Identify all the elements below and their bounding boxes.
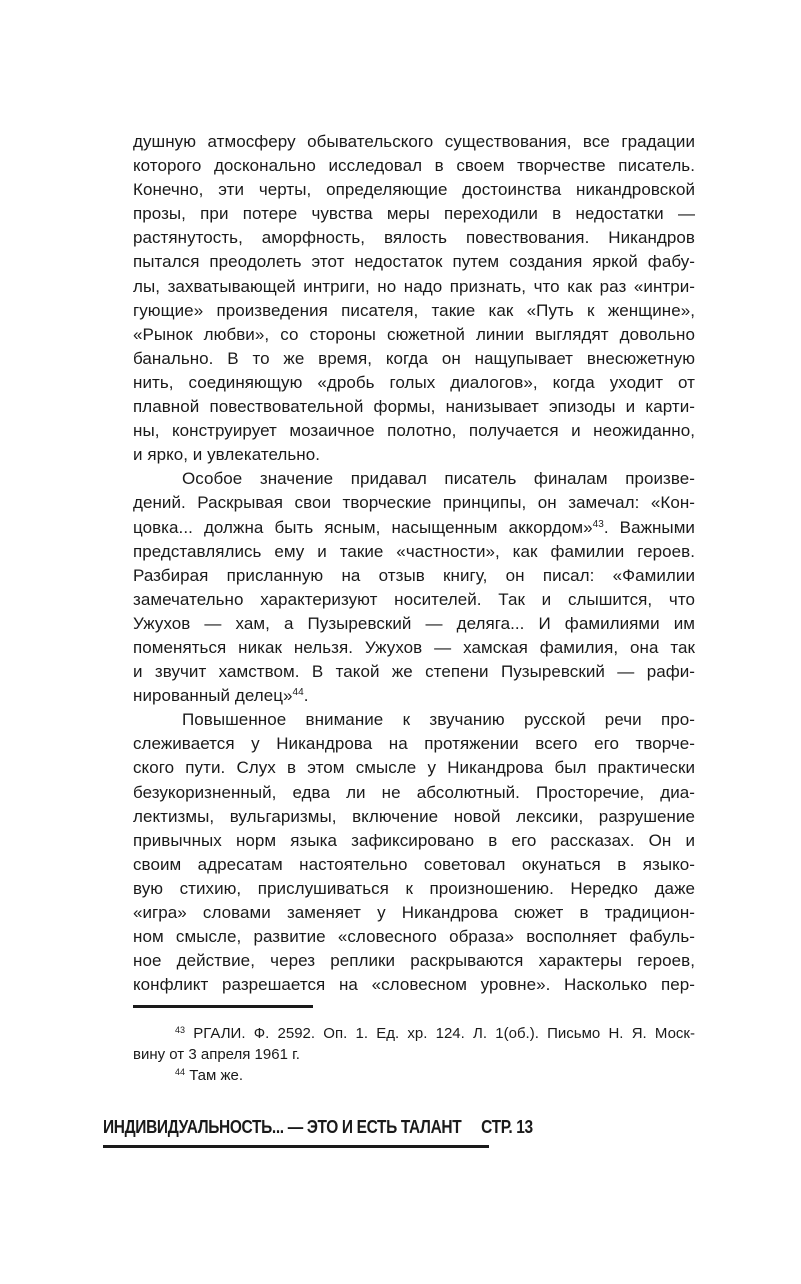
paragraph-start: Особое значение придавал писатель финалам произве-	[182, 469, 695, 489]
text-line: душную атмосферу обывательского существования, все градации	[133, 132, 695, 151]
text-line: ное действие, через реплики раскрываются характеры героев,	[133, 951, 695, 971]
footnote-43	[133, 1023, 695, 1044]
footnote-mark-44: 44	[175, 1067, 186, 1077]
text-fragment: нированный делец»	[133, 686, 293, 706]
text-line: вую стихию, прислушиваться к произношению. Нередко даже	[133, 878, 695, 898]
footnote-text: Там же.	[189, 1067, 244, 1084]
footnote-43-continued: вину от 3 апреля 1961 г.	[133, 1046, 300, 1063]
text-fragment: . Важными	[603, 517, 695, 537]
text-line: прозы, при потере чувства меры переходили в недостатки —	[133, 204, 695, 224]
text-line: растянутость, аморфность, вялость повествования. Никандров	[133, 228, 695, 248]
text-line: пытался преодолеть этот недостаток путем создания яркой фабу-	[133, 252, 695, 272]
text-line: «Рынок любви», со стороны сюжетной линии выглядят довольно	[133, 324, 695, 344]
text-fragment: .	[303, 686, 309, 706]
footnotes	[133, 1023, 695, 1086]
text-line: ны, конструирует мозаичное полотно, получается и неожиданно,	[133, 421, 695, 441]
text-line: своим адресатам настоятельно советовал окунаться в языко-	[133, 854, 695, 874]
footnote-mark-43: 43	[175, 1025, 186, 1035]
running-footer: ИНДИВИДУАЛЬНОСТЬ... — ЭТО И ЕСТЬ ТАЛАНТ СТР. 13	[103, 1117, 533, 1137]
text-line: лы, захватывающей интриги, но надо признать, что как раз «интри-	[133, 276, 695, 296]
text-line: гующие» произведения писателя, такие как «Путь к женщине»,	[133, 300, 695, 320]
text-line: привычных норм языка зафиксировано в его рассказах. Он и	[133, 830, 695, 850]
text-line: Разбирая присланную на отзыв книгу, он писал: «Фамилии	[133, 565, 695, 585]
text-line: Ужухов — хам, а Пузыревский — деляга... И фамилиями им	[133, 613, 695, 633]
text-line: конфликт разрешается на «словесном уровне». Насколько пер-	[133, 975, 695, 995]
text-line: и ярко, и увлекательно.	[133, 445, 321, 465]
text-line: Конечно, эти черты, определяющие достоинства никандровской	[133, 180, 695, 200]
text-line: которого досконально исследовал в своем творчестве писатель.	[133, 156, 695, 176]
footer-rule	[103, 1145, 489, 1148]
footnote-text: РГАЛИ. Ф. 2592. Оп. 1. Ед. хр. 124. Л. 1(об.). Письмо Н. Я. Моск-	[193, 1025, 695, 1042]
paragraph-start: Повышенное внимание к звучанию русской речи про-	[182, 710, 695, 730]
text-fragment: цовка... должна быть ясным, насыщенным аккордом»	[133, 517, 593, 537]
text-line: поменяться никак нельзя. Ужухов — хамская фамилия, она так	[133, 637, 695, 657]
footnote-ref-44[interactable]: 44	[292, 687, 304, 699]
text-line-with-footnote	[133, 516, 695, 540]
text-line: лектизмы, вульгаризмы, включение новой лексики, разрушение	[133, 806, 695, 826]
footnote-separator	[133, 1005, 313, 1008]
text-line: «игра» словами заменяет у Никандрова сюжет в традицион-	[133, 903, 695, 922]
text-line: и звучит хамством. В такой же степени Пузыревский — рафи-	[133, 662, 695, 682]
body-text	[133, 130, 695, 997]
text-line: плавной повествовательной формы, нанизывает эпизоды и карти-	[133, 397, 695, 417]
text-line: замечательно характеризуют носителей. Так и слышится, что	[133, 589, 695, 609]
text-line: дений. Раскрывая свои творческие принципы, он замечал: «Кон-	[133, 493, 695, 513]
text-line: представлялись ему и такие «частности», как фамилии героев.	[133, 541, 695, 561]
footnote-ref-43[interactable]: 43	[592, 518, 604, 530]
text-line: слеживается у Никандрова на протяжении всего его творче-	[133, 734, 695, 754]
text-line: ном смысле, развитие «словесного образа» восполняет фабуль-	[133, 927, 695, 947]
footnote-44	[133, 1065, 695, 1086]
text-line: нить, соединяющую «дробь голых диалогов», когда уходит от	[133, 372, 695, 392]
text-line: безукоризненный, едва ли не абсолютный. Просторечие, диа-	[133, 782, 695, 802]
text-line: банально. В то же время, когда он нащупывает внесюжетную	[133, 348, 695, 368]
text-line-with-footnote	[133, 684, 695, 708]
text-line: ского пути. Слух в этом смысле у Никандрова был практически	[133, 758, 695, 778]
